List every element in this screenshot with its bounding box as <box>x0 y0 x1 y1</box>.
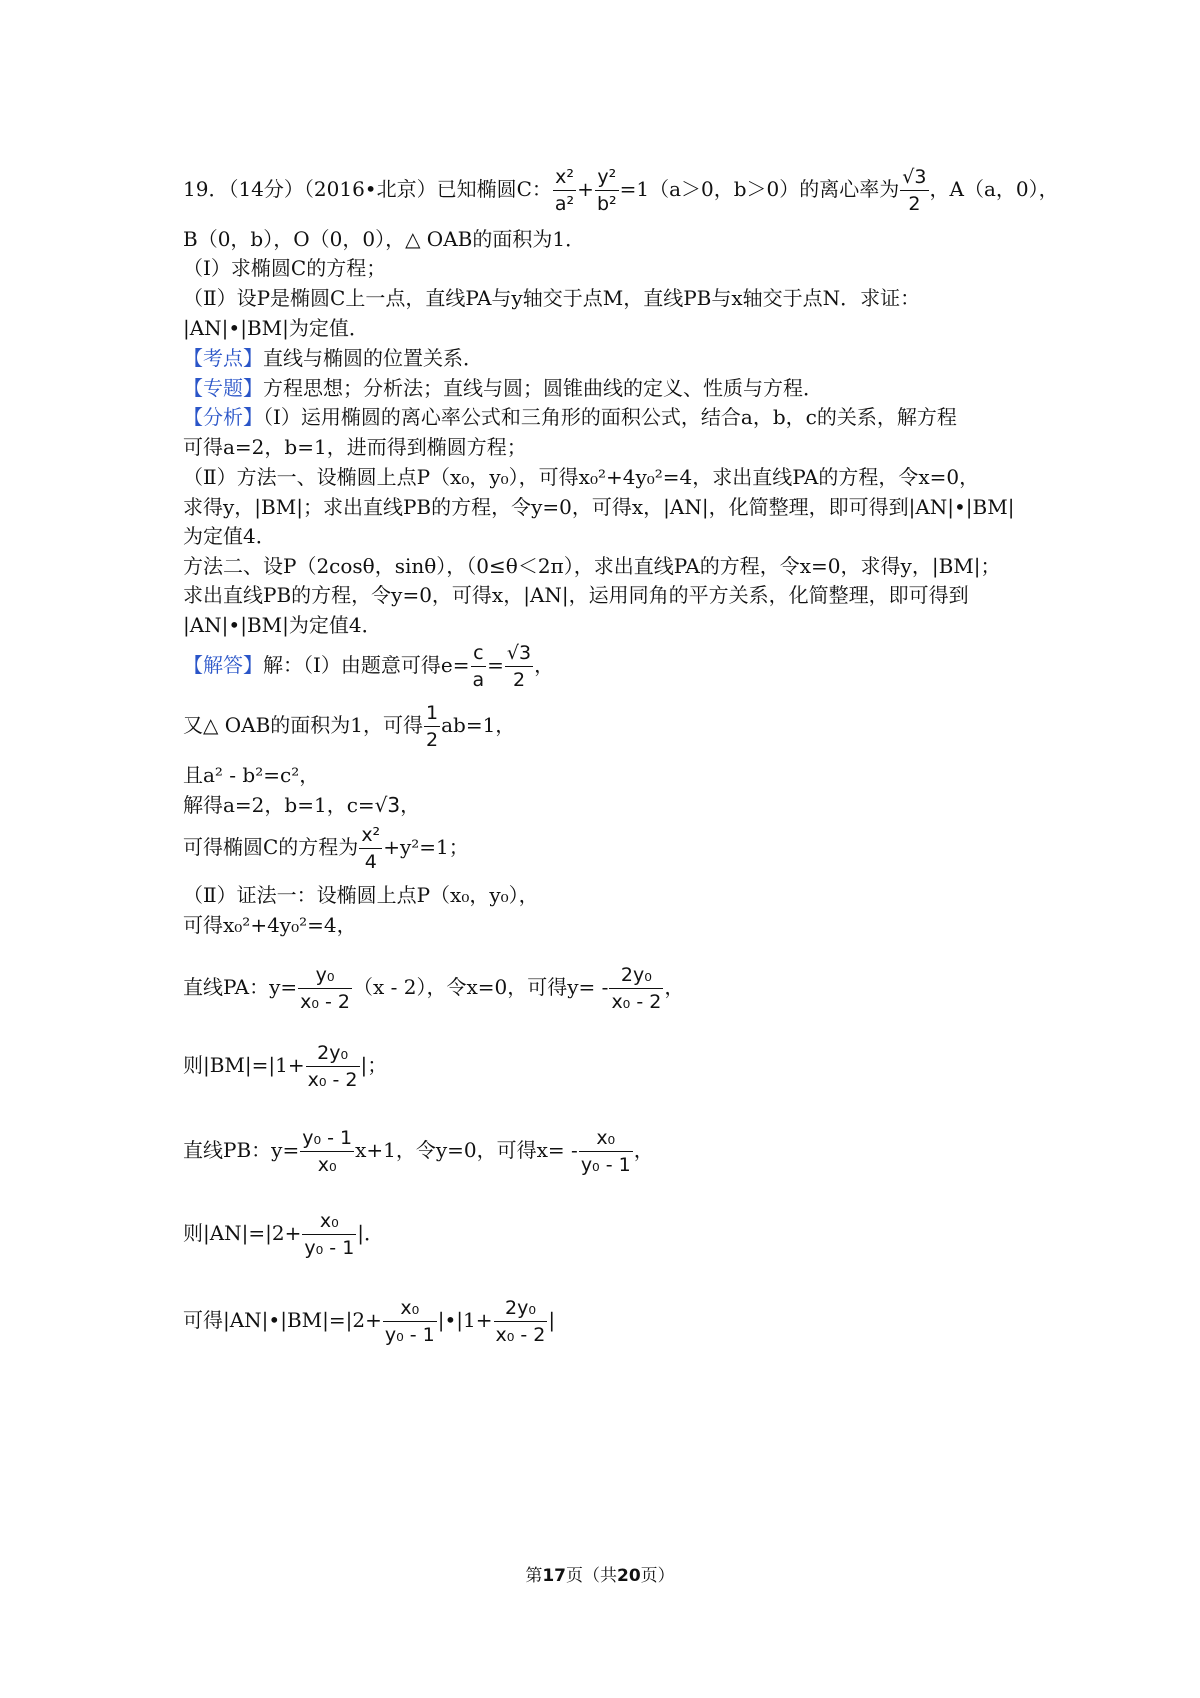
fraction-c-a: $\frac{c}{a}$ <box>472 642 485 691</box>
question-head: 19．（14分）（2016•北京）已知椭圆C： <box>183 177 552 201</box>
fraction-x2-4: $\frac{\text{x²}}{4}$ <box>361 824 381 873</box>
solution-line-3: 且a² - b²=c²， <box>183 763 320 787</box>
fraction-2y0-x0m2-c: $\frac{\text{2y₀}}{\text{x₀ - 2}}$ <box>495 1297 546 1346</box>
fenxi-line: 【分析】（Ⅰ）运用椭圆的离心率公式和三角形的面积公式，结合a，b，c的关系，解方程 <box>183 405 957 429</box>
solution-line-5: 可得椭圆C的方程为 $\frac{\text{x²}}{4}$ +y²=1； <box>183 824 469 873</box>
fraction-2y0-x0m2: $\frac{\text{2y₀}}{\text{x₀ - 2}}$ <box>611 964 662 1013</box>
question-part-2: （Ⅱ）设P是椭圆C上一点，直线PA与y轴交于点M，直线PB与x轴交于点N．求证： <box>183 286 921 310</box>
fraction-2y0-x0m2-b: $\frac{\text{2y₀}}{\text{x₀ - 2}}$ <box>307 1042 358 1091</box>
question-condition: =1（a＞0，b＞0）的离心率为 <box>619 177 900 201</box>
fenxi-line-3: （Ⅱ）方法一、设椭圆上点P（x₀，y₀），可得x₀²+4y₀²=4，求出直线PA的方程，令x=0， <box>183 465 980 489</box>
page-footer: 第17页（共20页） <box>525 1566 675 1586</box>
solution-line-6: （Ⅱ）证法一：设椭圆上点P（x₀，y₀）， <box>183 883 539 907</box>
solution-line-2: 又△ OAB的面积为1，可得 $\frac{1}{2}$ ab=1， <box>183 702 516 751</box>
fraction-x0-y0m1-b: $\frac{\text{x₀}}{\text{y₀ - 1}}$ <box>304 1210 355 1259</box>
fraction-1-2: $\frac{1}{2}$ <box>426 702 439 751</box>
kaodian-line: 【考点】直线与椭圆的位置关系． <box>183 346 483 370</box>
fraction-x0-y0m1: $\frac{\text{x₀}}{\text{y₀ - 1}}$ <box>580 1127 631 1176</box>
page-number: 17 <box>542 1566 566 1586</box>
zhuanti-tag: 【专题】 <box>183 376 263 400</box>
jieda-tag: 【解答】 <box>183 653 263 677</box>
question-part-1: （Ⅰ）求椭圆C的方程； <box>183 256 387 280</box>
fenxi-line-4: 求得y，|BM|；求出直线PB的方程，令y=0，可得x，|AN|，化简整理，即可得到|AN|•|BM| <box>183 495 1015 519</box>
jieda-line: 【解答】解：（Ⅰ）由题意可得e= $\frac{c}{a}$ = $\frac{√3}{2}$ ， <box>183 642 555 691</box>
question-line-2: B（0，b），O（0，0），△ OAB的面积为1． <box>183 227 586 251</box>
fenxi-line-7: 求出直线PB的方程，令y=0，可得x，|AN|，运用同角的平方关系，化简整理，即可得到 <box>183 583 969 607</box>
fenxi-tag: 【分析】 <box>183 405 263 429</box>
fenxi-line-5: 为定值4． <box>183 524 276 548</box>
fraction-sqrt3-2b: $\frac{√3}{2}$ <box>506 642 532 691</box>
fraction-x2-a2: $\frac{\text{x²}}{\text{a²}}$ <box>554 166 575 215</box>
question-line-1: 19．（14分）（2016•北京）已知椭圆C： $\frac{\text{x²}}{\text{a²}}$ + $\frac{\text{y²}}{\text{b²}}$ =1（a＞0，b＞0）的离心率为 $\frac{√3}{2}$ ，A（a，0）， <box>183 166 1059 215</box>
fenxi-line-8: |AN|•|BM|为定值4． <box>183 613 382 637</box>
solution-line-7: 可得x₀²+4y₀²=4， <box>183 913 357 937</box>
solution-line-pa: 直线PA：y= $\frac{\text{y₀}}{\text{x₀ - 2}}$ （x - 2），令x=0，可得y= - $\frac{\text{2y₀}}{\text{x₀ - 2}}$ ， <box>183 964 685 1013</box>
fraction-x0-y0m1-c: $\frac{\text{x₀}}{\text{y₀ - 1}}$ <box>384 1297 435 1346</box>
question-part-2-cont: |AN|•|BM|为定值． <box>183 316 369 340</box>
fenxi-line-6: 方法二、设P（2cosθ，sinθ），（0≤θ＜2π），求出直线PA的方程，令x=0，求得y，|BM|； <box>183 554 1001 578</box>
solution-line-product: 可得|AN|•|BM|=|2+ $\frac{\text{x₀}}{\text{y₀ - 1}}$ |•|1+ $\frac{\text{2y₀}}{\text{x₀ - 2}}$ | <box>183 1297 556 1346</box>
fraction-sqrt3-2: $\frac{√3}{2}$ <box>902 166 927 215</box>
question-tail: ，A（a，0）， <box>929 177 1059 201</box>
solution-line-4: 解得a=2，b=1，c=√3， <box>183 793 421 817</box>
fraction-y0m1-x0: $\frac{\text{y₀ - 1}}{\text{x₀}}$ <box>302 1127 353 1176</box>
solution-line-bm: 则|BM|=|1+ $\frac{\text{2y₀}}{\text{x₀ - 2}}$ |； <box>183 1042 388 1091</box>
solution-line-pb: 直线PB：y= $\frac{\text{y₀ - 1}}{\text{x₀}}$ x+1，令y=0，可得x= - $\frac{\text{x₀}}{\text{y₀ - 1}}$ ， <box>183 1127 654 1176</box>
zhuanti-line: 【专题】方程思想；分析法；直线与圆；圆锥曲线的定义、性质与方程． <box>183 376 823 400</box>
fraction-y0-x0m2: $\frac{\text{y₀}}{\text{x₀ - 2}}$ <box>300 964 351 1013</box>
fenxi-line-2: 可得a=2，b=1，进而得到椭圆方程； <box>183 435 527 459</box>
solution-line-an: 则|AN|=|2+ $\frac{\text{x₀}}{\text{y₀ - 1}}$ |． <box>183 1210 385 1259</box>
kaodian-tag: 【考点】 <box>183 346 263 370</box>
fraction-y2-b2: $\frac{\text{y²}}{\text{b²}}$ <box>596 166 617 215</box>
page-total: 20 <box>617 1566 641 1586</box>
